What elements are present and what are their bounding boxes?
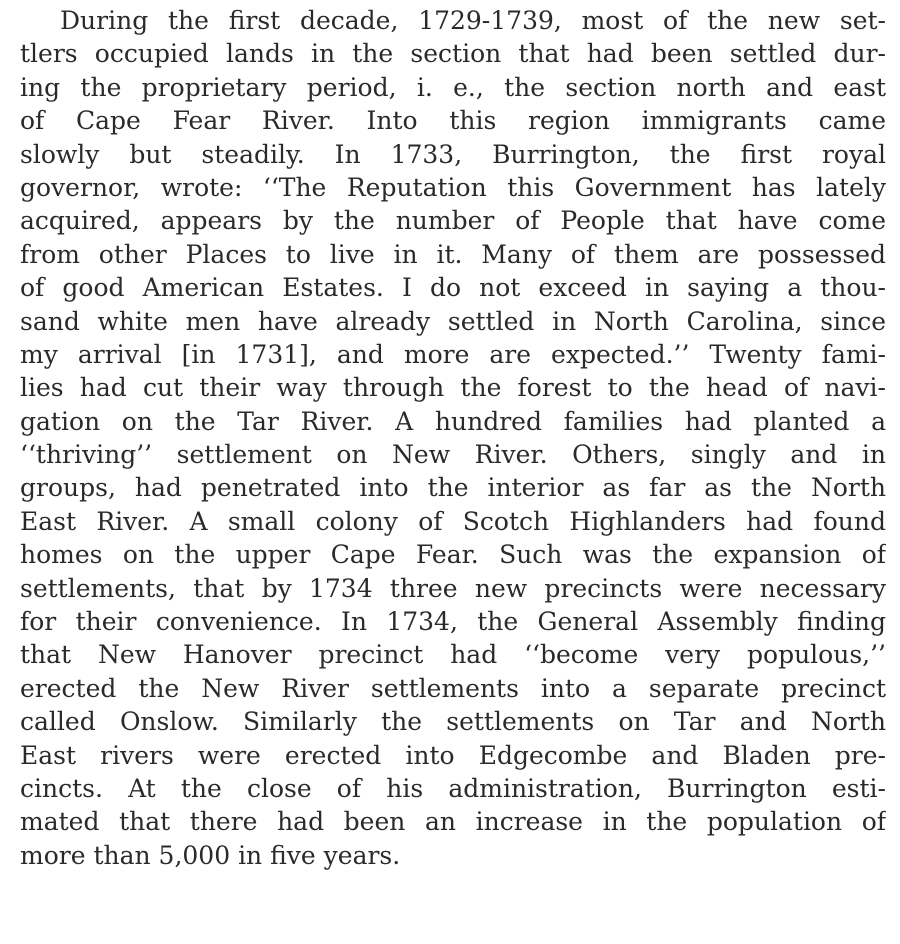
text-line: East rivers were erected into Edgecombe and Bladen pre- [20, 740, 886, 770]
text-line: called Onslow. Similarly the settlements on Tar and North [20, 707, 886, 737]
text-line: During the first decade, 1729-1739, most of the new set- [60, 6, 886, 35]
text-line: cincts. At the close of his administration, Burrington esti- [20, 773, 886, 803]
text-line: homes on the upper Cape Fear. Such was the expansion of [20, 540, 886, 570]
text-line: settlements, that by 1734 three new precincts were necessary [20, 573, 886, 603]
text-line: lies had cut their way through the forest to the head of navi- [20, 373, 886, 403]
text-line: governor, wrote: ‘‘The Reputation this Government has lately [20, 172, 886, 202]
text-line: mated that there had been an increase in the population of [20, 807, 886, 837]
text-line: ing the proprietary period, i. e., the section north and east [20, 72, 886, 102]
text-line: groups, had penetrated into the interior as far as the North [20, 473, 886, 503]
document-page [20, 4, 886, 872]
text-line: for their convenience. In 1734, the General Assembly finding [20, 607, 886, 637]
text-line: ‘‘thriving’’ settlement on New River. Others, singly and in [20, 440, 886, 470]
text-line: from other Places to live in it. Many of them are possessed [20, 239, 886, 269]
text-line: gation on the Tar River. A hundred families had planted a [20, 406, 886, 436]
text-line: slowly but steadily. In 1733, Burrington, the first royal [20, 139, 886, 169]
text-line: that New Hanover precinct had ‘‘become very populous,’’ [20, 640, 886, 670]
text-line: acquired, appears by the number of People that have come [20, 206, 886, 236]
text-line: of Cape Fear River. Into this region immigrants came [20, 106, 886, 136]
text-line: of good American Estates. I do not exceed in saying a thou- [20, 273, 886, 303]
text-line: tlers occupied lands in the section that had been settled dur- [20, 39, 886, 69]
text-line: more than 5,000 in five years. [20, 840, 401, 870]
text-line: erected the New River settlements into a separate precinct [20, 673, 886, 703]
text-line: East River. A small colony of Scotch Highlanders had found [20, 506, 886, 536]
body-paragraph [20, 4, 886, 872]
text-line: my arrival [in 1731], and more are expected.’’ Twenty fami- [20, 339, 886, 369]
text-line: sand white men have already settled in North Carolina, since [20, 306, 886, 336]
